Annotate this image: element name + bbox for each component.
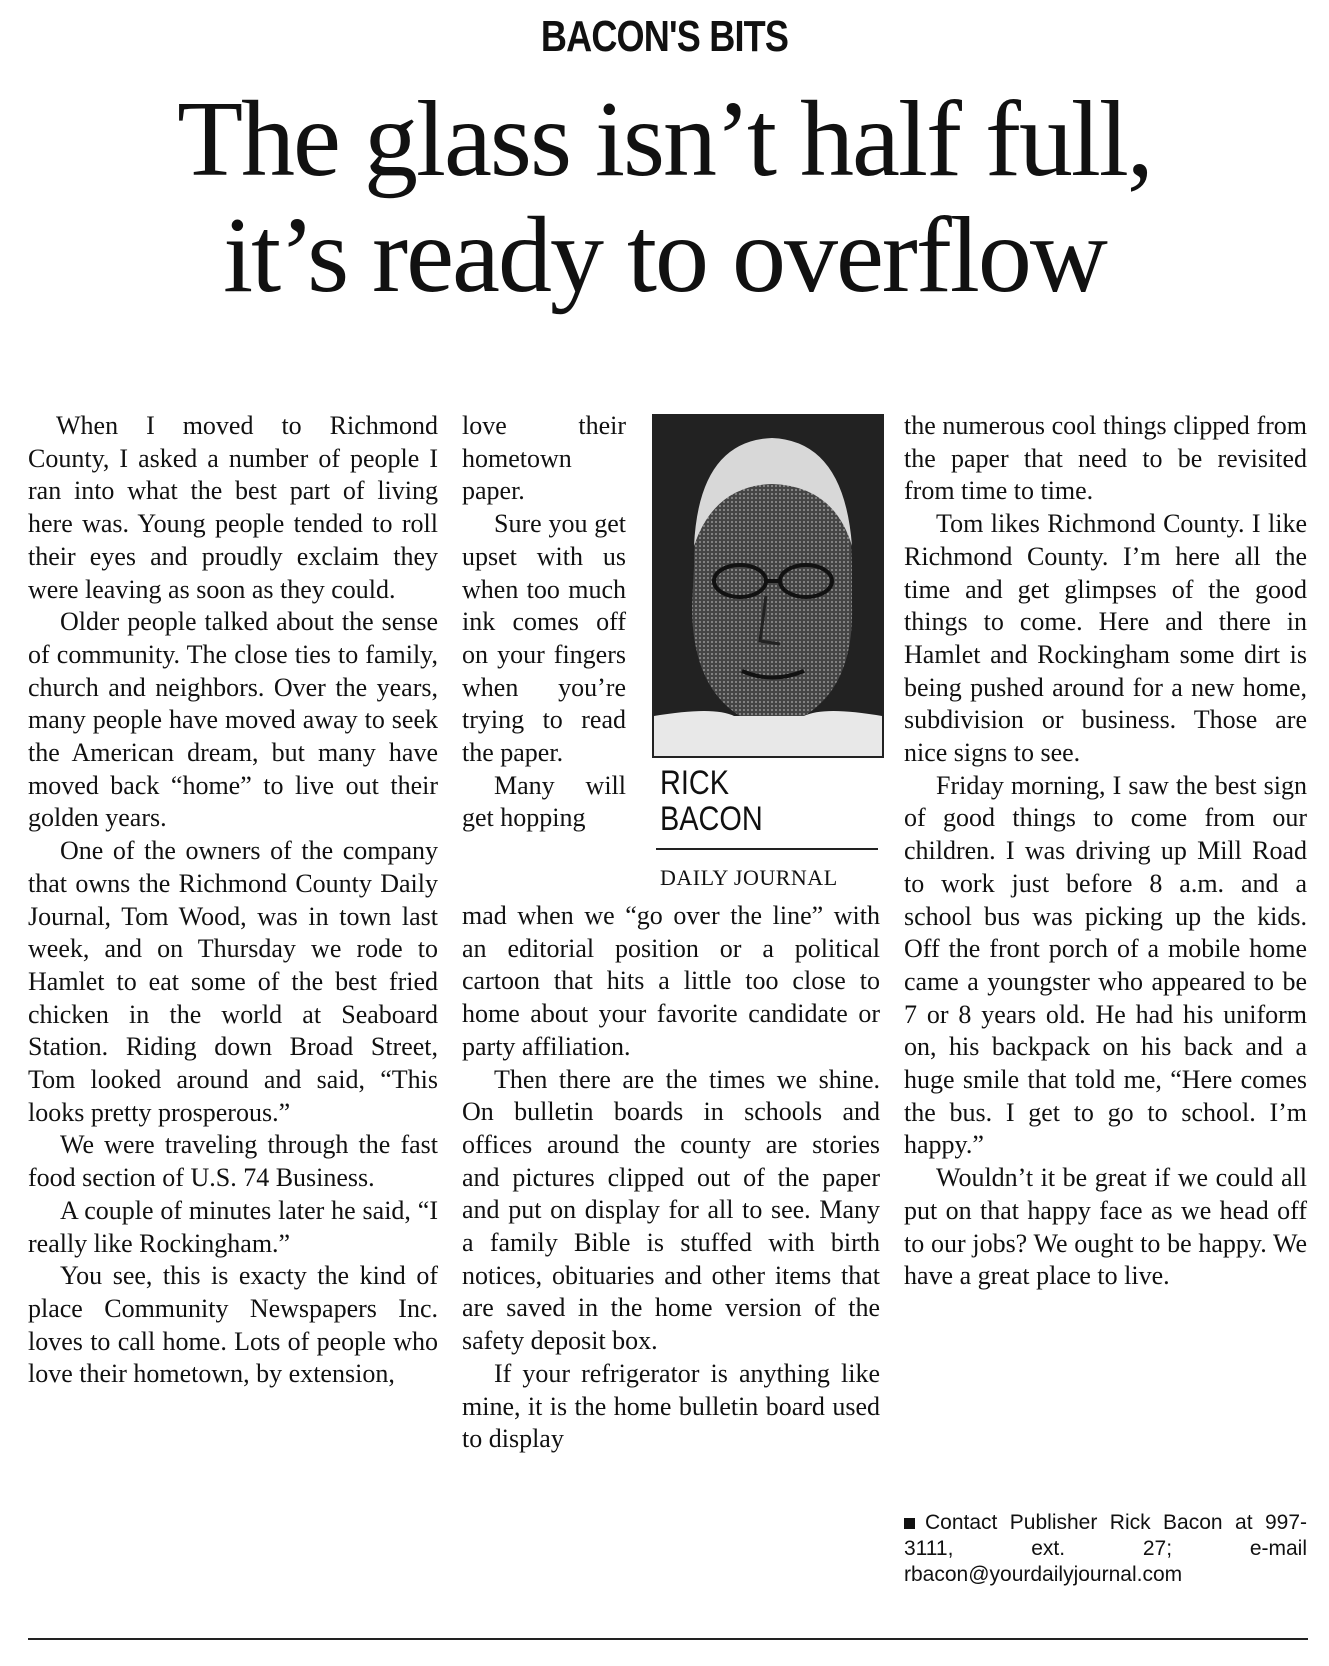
article-column-2-narrow (462, 410, 626, 835)
author-portrait-image (654, 416, 882, 756)
headline (0, 82, 1329, 314)
paragraph: the numerous cool things clipped from the paper that need to be revisited from time to time. (904, 411, 1307, 506)
paragraph: mad when we “go over the line” with an editorial position or a political cartoon that hits a little too close to home about your favorite candidate or party affiliation. (462, 901, 880, 1061)
paragraph: If your refrigerator is anything like mine, it is the home bulletin board used to display (462, 1358, 880, 1454)
paragraph: Tom likes Richmond County. I like Richmond County. I’m here all the time and get glimpses of the good things to come. Here and there in Hamlet and Rockingham some dirt is being pushed around for a new home, subdivision or business. Those are nice signs to see. (904, 509, 1307, 768)
paragraph: Older people talked about the sense of community. The close ties to family, church and neighbors. Over the years, many people have moved away to seek the American dream, but many have moved back “home” to live out their golden years. (28, 607, 438, 833)
paragraph: Wouldn’t it be great if we could all put on that happy face as we head off to our jobs? We ought to be happy. We have a great place to live. (904, 1163, 1307, 1291)
paragraph: Then there are the times we shine. On bulletin boards in schools and offices around the county are stories and pictures clipped out of the paper and put on display for all to see. Many a family Bible is stuffed with birth notices, obituaries and other items that are saved in the home version of the safety deposit box. (462, 1064, 880, 1356)
bottom-divider (28, 1638, 1308, 1640)
column-kicker: BACON'S BITS (540, 12, 789, 61)
headline-line-2: it’s ready to overflow (223, 196, 1106, 315)
article-column-2-wide (462, 900, 880, 1456)
bullet-square-icon (904, 1518, 915, 1529)
article-column-3 (904, 410, 1307, 1293)
paragraph: love their hometown paper. (462, 411, 626, 506)
paragraph: One of the owners of the company that owns the Richmond County Daily Journal, Tom Wood, was in town last week, and on Thursday we rode to Hamlet to eat some of the best fried chicken in the world at Seaboard Station. Riding down Broad Street, Tom looked around and said, “This looks pretty prosperous.” (28, 836, 438, 1127)
contact-text: Contact Publisher Rick Bacon at 997-3111, ext. 27; e-mail rbacon@yourdailyjournal.com (904, 1511, 1307, 1586)
paragraph: You see, this is exacty the kind of place Community Newspapers Inc. loves to call home. Lots of people who love their hometown, by extension, (28, 1261, 438, 1389)
paragraph: Many will get hopping (462, 770, 626, 833)
paragraph: We were traveling through the fast food section of U.S. 74 Business. (28, 1130, 438, 1193)
byline-last-name: BACON (660, 800, 763, 838)
paragraph: A couple of minutes later he said, “I really like Rockingham.” (28, 1195, 438, 1258)
byline-divider (656, 848, 878, 850)
contact-info (904, 1510, 1307, 1588)
author-photo (652, 414, 884, 758)
paragraph: Friday morning, I saw the best sign of good things to come from our children. I was driving up Mill Road to work just before 8 a.m. and a school bus was picking up the kids. Off the front porch of a mobile home came a youngster who appeared to be 7 or 8 years old. He had his uniform on, his backpack on his back and a huge smile that told me, “Here comes the bus. I get to go to school. I’m happy.” (904, 770, 1307, 1160)
paragraph: When I moved to Richmond County, I asked a number of people I ran into what the best part of living here was. Young people tended to roll their eyes and proudly exclaim they were leaving as soon as they could. (28, 411, 438, 604)
byline-first-name: RICK (660, 764, 730, 802)
byline-author-name (660, 765, 763, 837)
article-column-1 (28, 410, 438, 1391)
byline-publication: DAILY JOURNAL (660, 865, 838, 890)
headline-line-1: The glass isn’t half full, (177, 80, 1152, 199)
paragraph: Sure you get upset with us when too much ink comes off on your fingers when you’re trying to read the paper. (462, 509, 626, 768)
